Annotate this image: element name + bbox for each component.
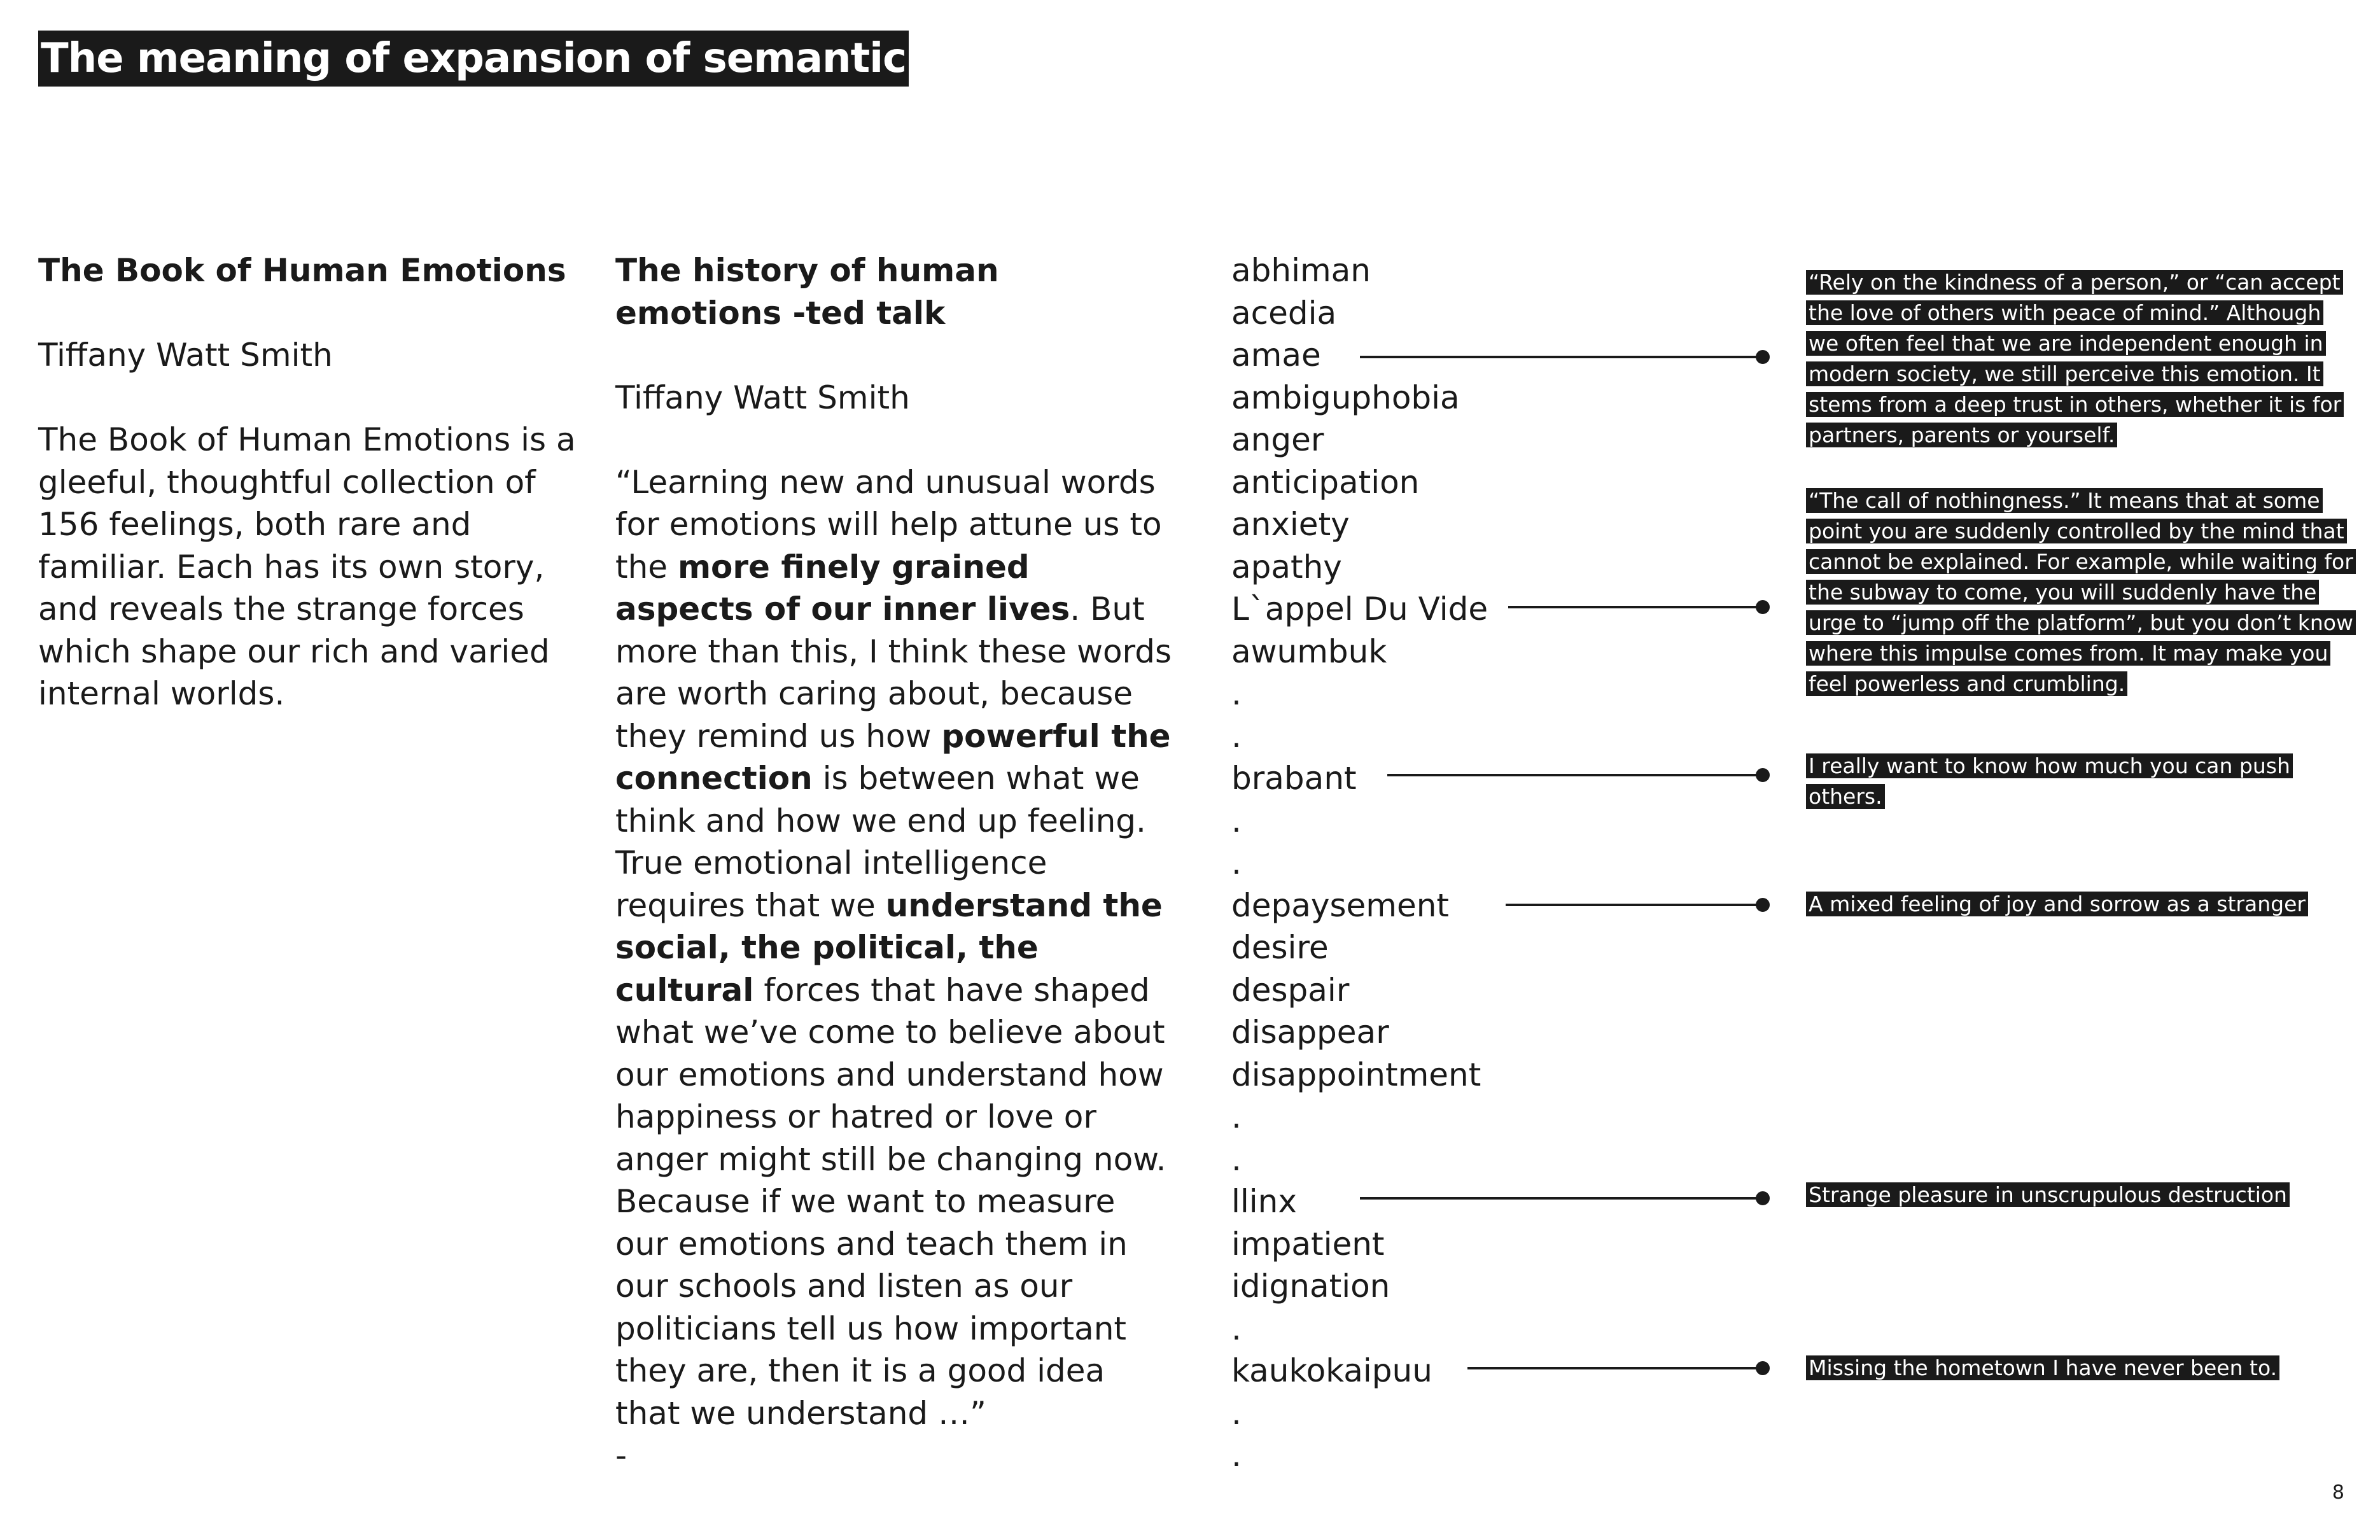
emotion-word: . <box>1231 1140 1242 1178</box>
emotion-word: amae <box>1231 337 1321 374</box>
emotion-word: . <box>1231 675 1242 712</box>
emotion-word: . <box>1231 1394 1242 1432</box>
emotion-word: . <box>1231 844 1242 881</box>
emotion-word: brabant <box>1231 760 1357 797</box>
definition-note-appel-du-vide: “The call of nothingness.” It means that at some point you are suddenly controlled by the mind that cannot be explained. For example, while waiting for the subway to come, you will suddenly have the urge to “jump off the platform”, but you don’t know where this impulse comes from. It may make you feel powerless and crumbling. <box>1806 486 2353 699</box>
book-description: The Book of Human Emotions is a gleeful, thoughtful collection of 156 feelings, both rare and familiar. Each has its own story, and reveals the strange forces which shape our rich and varied internal worlds. <box>38 421 576 712</box>
emotion-word: L`appel Du Vide <box>1231 591 1488 627</box>
emotion-word: . <box>1231 1437 1242 1474</box>
emotion-word: anticipation <box>1231 463 1420 501</box>
emotion-word: apathy <box>1231 548 1342 585</box>
emotion-word: disappear <box>1231 1014 1389 1051</box>
emotion-word: acedia <box>1231 294 1337 332</box>
connector-dot <box>1757 899 1768 911</box>
definition-note-kaukokaipuu: Missing the hometown I have never been to. <box>1806 1353 2353 1383</box>
emotion-word: ambiguphobia <box>1231 379 1460 416</box>
connector-dot <box>1757 601 1768 613</box>
quote-text: forces that have shaped what we’ve come to believe about our emotions and understand how happiness or hatred or love or anger might still be changing now. Because if we want to measure our emotions and teach them in our schools and listen as our politicians tell us how important they are, then it is a good idea that we understand …” <box>615 971 1166 1432</box>
emotion-word: abhiman <box>1231 252 1371 289</box>
emotion-word: . <box>1231 1310 1242 1347</box>
emotion-word: idignation <box>1231 1268 1390 1305</box>
definition-note-llinx: Strange pleasure in unscrupulous destruction <box>1806 1180 2353 1210</box>
talk-heading: The history of human emotions -ted talk <box>615 252 999 332</box>
emotion-word: desire <box>1231 929 1329 966</box>
emotion-word: . <box>1231 717 1242 755</box>
book-heading: The Book of Human Emotions <box>38 252 566 289</box>
emotion-word: awumbuk <box>1231 633 1387 670</box>
emotion-word: llinx <box>1231 1183 1297 1220</box>
emotion-word: . <box>1231 802 1242 839</box>
connector-dot <box>1757 351 1768 363</box>
quote-text: . But more than this, I think these words are worth caring about, because they remind us how <box>615 591 1172 755</box>
definition-note-amae: “Rely on the kindness of a person,” or “can accept the love of others with peace of mind.” Although we often feel that we are independent enough in modern society, we still perceive this emotion. It stems from a deep trust in others, whether it is for partners, parents or yourself. <box>1806 267 2353 451</box>
definition-note-depaysement: A mixed feeling of joy and sorrow as a stranger <box>1806 889 2353 920</box>
emotion-word: despair <box>1231 971 1350 1009</box>
quote-text: “Learning new and unusual words for emotions will help attune us to the <box>615 463 1162 585</box>
quote-emphasis: understand the social, the political, the cultural <box>615 886 1163 1009</box>
definition-note-brabant: I really want to know how much you can push others. <box>1806 751 2353 812</box>
talk-author: Tiffany Watt Smith <box>615 379 910 416</box>
connector-dot <box>1757 769 1768 781</box>
page-title: The meaning of expansion of semantic <box>38 31 909 87</box>
emotion-word: . <box>1231 1098 1242 1135</box>
connector-dot <box>1757 1362 1768 1374</box>
emotion-word: impatient <box>1231 1225 1385 1263</box>
connector-dot <box>1757 1193 1768 1204</box>
book-author: Tiffany Watt Smith <box>38 337 333 374</box>
page-number: 8 <box>2332 1481 2344 1504</box>
quote-dash: - <box>615 1437 627 1474</box>
emotion-word: kaukokaipuu <box>1231 1352 1432 1389</box>
emotion-word: depaysement <box>1231 886 1450 924</box>
emotion-word: anger <box>1231 421 1324 458</box>
quote-emphasis: powerful the connection <box>615 717 1171 797</box>
emotion-word: disappointment <box>1231 1056 1481 1093</box>
quote-emphasis: more finely grained aspects of our inner lives <box>615 548 1070 627</box>
quote-text: is between what we think and how we end up feeling. True emotional intelligence requires that we <box>615 760 1146 924</box>
emotion-word: anxiety <box>1231 506 1350 543</box>
